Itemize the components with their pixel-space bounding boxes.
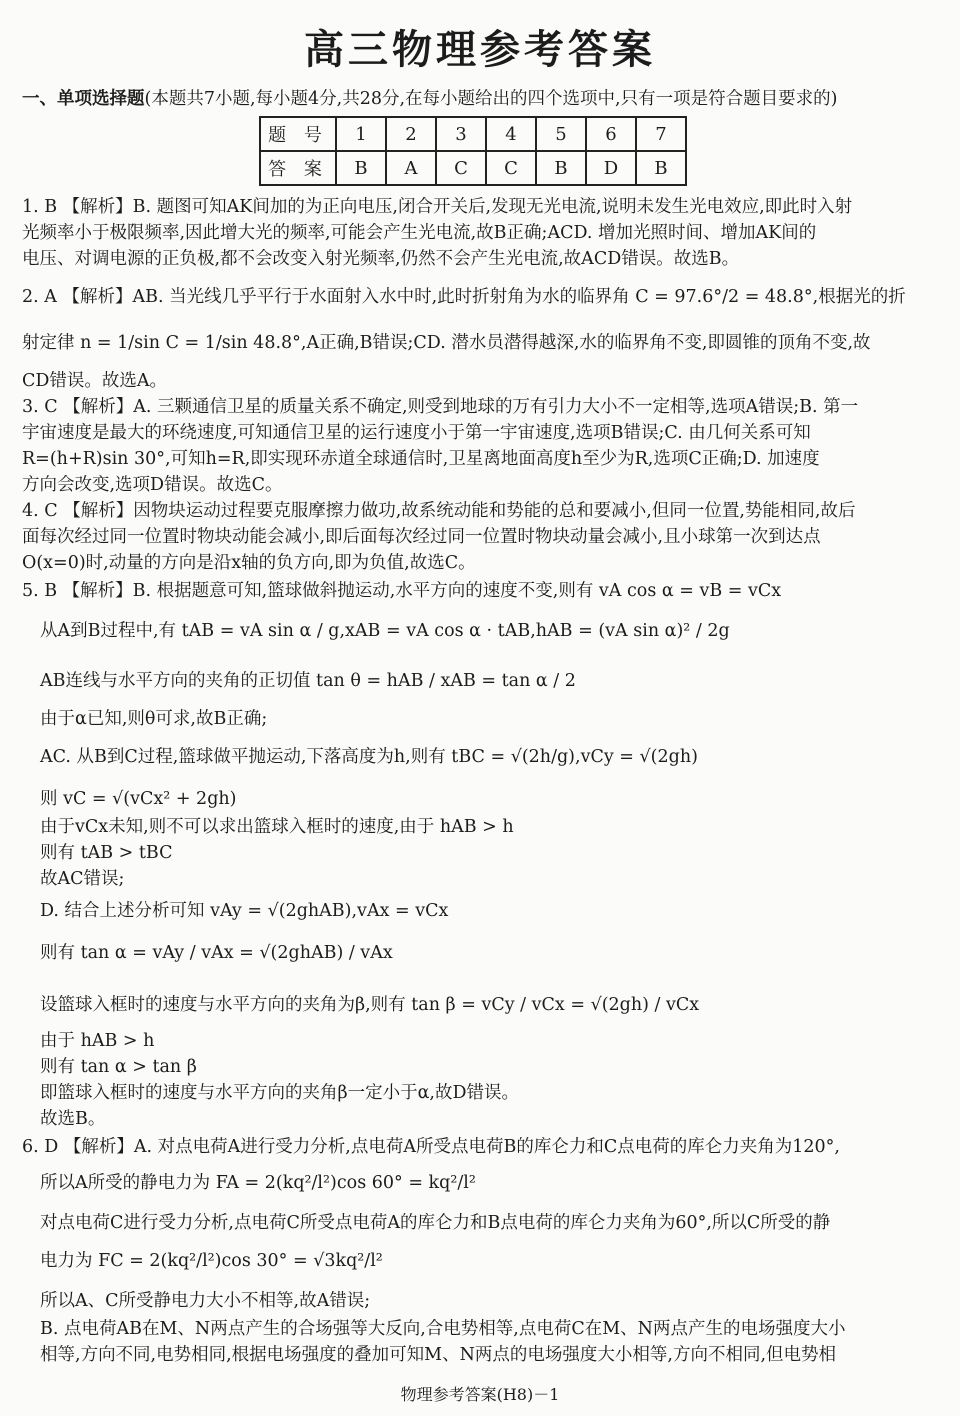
page-title: 高三物理参考答案 <box>304 26 656 73</box>
text-line: D. 结合上述分析可知 vAy = √(2ghAB),vAx = vCx <box>40 901 449 921</box>
table-header-cell: 答 案 <box>260 151 336 185</box>
text-line: AC. 从B到C过程,篮球做平抛运动,下落高度为h,则有 tBC = √(2h/g),vCy = √(2gh) <box>40 747 698 767</box>
table-cell: B <box>636 151 686 185</box>
table-cell: B <box>336 151 386 185</box>
text-line: O(x=0)时,动量的方向是沿x轴的负方向,即为负值,故选C。 <box>22 553 476 573</box>
table-cell: 3 <box>436 117 486 151</box>
text-line: 由于vCx未知,则不可以求出篮球入框时的速度,由于 hAB > h <box>40 817 514 837</box>
table-cell: 1 <box>336 117 386 151</box>
text-line: 故AC错误; <box>40 869 125 889</box>
text-line: 方向会改变,选项D错误。故选C。 <box>22 475 283 495</box>
text-line: AB连线与水平方向的夹角的正切值 tan θ = hAB / xAB = tan α / 2 <box>40 671 576 691</box>
text-line: 则有 tan α > tan β <box>40 1057 197 1077</box>
text-line: 电力为 FC = 2(kq²/l²)cos 30° = √3kq²/l² <box>40 1251 383 1271</box>
text-line: R=(h+R)sin 30°,可知h=R,即实现环赤道全球通信时,卫星离地面高度h至少为R,选项C正确;D. 加速度 <box>22 449 820 469</box>
table-cell: C <box>436 151 486 185</box>
table-cell: 4 <box>486 117 536 151</box>
table-row <box>260 151 686 185</box>
table-cell: 2 <box>386 117 436 151</box>
text-line: 面每次经过同一位置时物块动能会减小,即后面每次经过同一位置时物块动量会减小,且小球第一次到达点 <box>22 527 821 547</box>
text-line: 则有 tan α = vAy / vAx = √(2ghAB) / vAx <box>40 943 393 963</box>
section-heading <box>22 88 837 110</box>
text-line: 所以A所受的静电力为 FA = 2(kq²/l²)cos 60° = kq²/l² <box>40 1173 476 1193</box>
text-line: 设篮球入框时的速度与水平方向的夹角为β,则有 tan β = vCy / vCx = √(2gh) / vCx <box>40 995 700 1015</box>
text-line: 射定律 n = 1/sin C = 1/sin 48.8°,A正确,B错误;CD. 潜水员潜得越深,水的临界角不变,即圆锥的顶角不变,故 <box>22 333 871 353</box>
text-line: 对点电荷C进行受力分析,点电荷C所受点电荷A的库仑力和B点电荷的库仑力夹角为60°,所以C所受的静 <box>40 1213 831 1233</box>
text-line: B. 点电荷AB在M、N两点产生的合场强等大反向,合电势相等,点电荷C在M、N两点产生的电场强度大小 <box>40 1319 846 1339</box>
text-line: 即篮球入框时的速度与水平方向的夹角β一定小于α,故D错误。 <box>40 1083 520 1103</box>
section-note: (本题共7小题,每小题4分,共28分,在每小题给出的四个选项中,只有一项是符合题目要求的) <box>144 89 838 109</box>
table-cell: D <box>586 151 636 185</box>
text-line: 从A到B过程中,有 tAB = vA sin α / g,xAB = vA cos α · tAB,hAB = (vA sin α)² / 2g <box>40 621 730 641</box>
text-line: 2. A 【解析】AB. 当光线几乎平行于水面射入水中时,此时折射角为水的临界角 C = 97.6°/2 = 48.8°,根据光的折 <box>22 287 906 307</box>
section-head: 一、单项选择题 <box>22 89 145 109</box>
text-line: 则 vC = √(vCx² + 2gh) <box>40 789 237 809</box>
table-cell: 6 <box>586 117 636 151</box>
table-cell: C <box>486 151 536 185</box>
text-line: 1. B 【解析】B. 题图可知AK间加的为正向电压,闭合开关后,发现无光电流,说明未发生光电效应,即此时入射 <box>22 197 853 217</box>
answer-table <box>259 116 687 186</box>
text-line: CD错误。故选A。 <box>22 371 168 391</box>
text-line: 则有 tAB > tBC <box>40 843 173 863</box>
text-line: 所以A、C所受静电力大小不相等,故A错误; <box>40 1291 371 1311</box>
page-footer: 物理参考答案(H8)－1 <box>400 1385 560 1404</box>
text-line: 由于α已知,则θ可求,故B正确; <box>40 709 268 729</box>
text-line: 4. C 【解析】因物块运动过程要克服摩擦力做功,故系统动能和势能的总和要减小,但同一位置,势能相同,故后 <box>22 501 856 521</box>
table-cell: 7 <box>636 117 686 151</box>
text-line: 6. D 【解析】A. 对点电荷A进行受力分析,点电荷A所受点电荷B的库仑力和C点电荷的库仑力夹角为120°, <box>22 1137 840 1157</box>
text-line: 5. B 【解析】B. 根据题意可知,篮球做斜抛运动,水平方向的速度不变,则有 vA cos α = vB = vCx <box>22 581 782 601</box>
table-cell: 5 <box>536 117 586 151</box>
text-line: 故选B。 <box>40 1109 106 1129</box>
text-line: 宇宙速度是最大的环绕速度,可知通信卫星的运行速度小于第一宇宙速度,选项B错误;C. 由几何关系可知 <box>22 423 811 443</box>
text-line: 光频率小于极限频率,因此增大光的频率,可能会产生光电流,故B正确;ACD. 增加光照时间、增加AK间的 <box>22 223 817 243</box>
text-line: 相等,方向不同,电势相同,根据电场强度的叠加可知M、N两点的电场强度大小相等,方向不相同,但电势相 <box>40 1345 837 1365</box>
text-line: 3. C 【解析】A. 三颗通信卫星的质量关系不确定,则受到地球的万有引力大小不一定相等,选项A错误;B. 第一 <box>22 397 859 417</box>
text-line: 由于 hAB > h <box>40 1031 155 1051</box>
table-cell: B <box>536 151 586 185</box>
text-line: 电压、对调电源的正负极,都不会改变入射光频率,仍然不会产生光电流,故ACD错误。故选B。 <box>22 249 740 269</box>
table-header-cell: 题 号 <box>260 117 336 151</box>
table-row <box>260 117 686 151</box>
table-cell: A <box>386 151 436 185</box>
